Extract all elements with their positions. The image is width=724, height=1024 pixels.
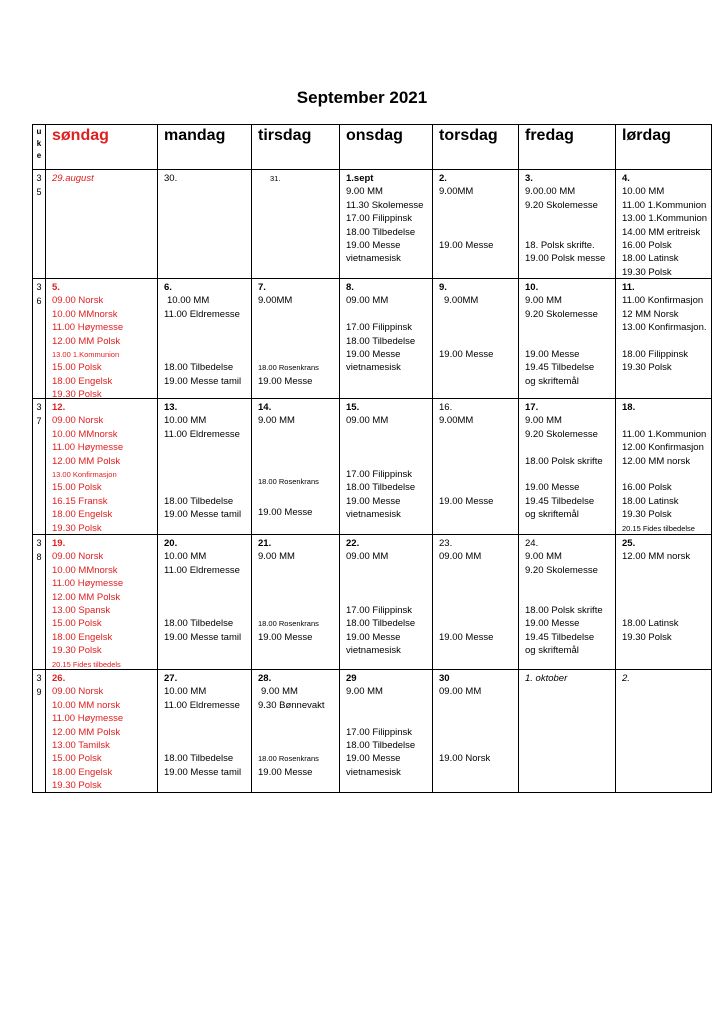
day-cell-monday [158, 670, 252, 793]
event-line: 18.00 Polsk skrifte [525, 605, 603, 616]
day-date: 14. [258, 402, 272, 413]
day-date: 4. [622, 173, 630, 184]
day-cell-wednesday [340, 279, 433, 399]
event-line: 9.00 MM [525, 551, 562, 563]
day-cell-saturday [616, 279, 712, 399]
event-line: 13.00 Tamilsk [52, 740, 110, 751]
week-number [33, 170, 46, 279]
event-line: 12.00 MM Polsk [52, 726, 121, 738]
event-line: og skriftemål [525, 509, 579, 521]
day-cell-sunday [46, 670, 158, 793]
day-date: 26. [52, 673, 66, 684]
event-line: 11.00 Eldremesse [164, 308, 240, 320]
event-line: 18.00 Polsk skrifte [525, 455, 603, 467]
event-line: 19.00 Messe [439, 349, 494, 360]
event-line: 19.30 Polsk [622, 266, 672, 278]
event-line: 19.00 Messe [346, 495, 401, 507]
event-line: 19.00 Messe tamil [164, 631, 242, 643]
event-line: 18.00 Rosenkrans [258, 363, 319, 373]
event-line: 19.30 Polsk [52, 780, 102, 792]
day-cell-monday [158, 170, 252, 279]
event-line: 11.00 Høymesse [52, 713, 124, 725]
event-line: 11.00 Eldremesse [164, 428, 240, 440]
event-line: 18.00 Tilbedelse [346, 482, 416, 494]
event-line: 17.00 Filippinsk [346, 213, 413, 225]
event-line: 19.30 Polsk [622, 362, 672, 374]
event-line: 12.00 MM Polsk [52, 591, 121, 603]
day-cell-monday [158, 279, 252, 399]
event-line: 9.00 MM [346, 186, 383, 198]
event-line: 19.00 Messe [258, 631, 313, 643]
day-date: 29 [346, 673, 357, 684]
day-cell-friday [519, 535, 616, 670]
event-line: 18.00 Tilbedelse [346, 618, 416, 630]
day-cell-thursday [433, 170, 519, 279]
calendar-table [32, 124, 712, 793]
day-header-thursday: torsdag [433, 125, 519, 170]
week-number-digit: 8 [36, 552, 42, 562]
day-date: 6. [164, 282, 172, 293]
day-date: 3. [525, 173, 533, 184]
day-date: 1.sept [346, 173, 374, 184]
event-line: 19.00 Messe [258, 766, 313, 778]
event-line: 19.00 Messe [346, 349, 401, 360]
event-line: 19.30 Polsk [622, 631, 672, 643]
event-line: 15.00 Polsk [52, 753, 102, 765]
day-cell-thursday [433, 670, 519, 793]
event-line: 18.00 Engelsk [52, 509, 113, 521]
day-cell-saturday [616, 535, 712, 670]
event-line: og skriftemål [525, 375, 579, 387]
event-line: 18.00 Tilbedelse [164, 362, 234, 374]
day-date: 31. [270, 174, 281, 183]
event-line: 18.00 Tilbedelse [164, 618, 234, 630]
event-line: 18.00 Latinsk [622, 618, 679, 630]
event-line: 12.00 MM Polsk [52, 455, 121, 467]
event-line: 11.00 Eldremesse [164, 699, 240, 711]
event-line: 18.00 Rosenkrans [258, 476, 319, 486]
day-date: 5. [52, 282, 60, 293]
day-cell-sunday [46, 279, 158, 399]
day-cell-friday [519, 399, 616, 535]
event-line: 16.00 Polsk [622, 482, 672, 494]
event-line: 19.00 Messe [346, 240, 401, 251]
day-header-sunday: søndag [46, 125, 158, 170]
day-cell-thursday [433, 279, 519, 399]
event-line: 19.00 Messe [346, 631, 401, 643]
event-line: 09.00 MM [346, 295, 389, 307]
event-line: 9.00 MM [261, 686, 298, 698]
event-line: 17.00 Filippinsk [346, 469, 413, 480]
day-date: 18. [622, 402, 636, 413]
week-number-digit: 3 [36, 282, 42, 292]
day-cell-tuesday [252, 170, 340, 279]
event-line: 09.00 MM [346, 551, 389, 563]
day-date: 24. [525, 538, 539, 549]
day-cell-friday [519, 279, 616, 399]
event-line: 19.00 Messe tamil [164, 766, 242, 778]
week-row [33, 170, 712, 279]
event-line: 12 MM Norsk [622, 308, 679, 320]
day-header-tuesday: tirsdag [252, 125, 340, 170]
day-date: 30 [439, 673, 450, 684]
event-line: 9.20 Skolemesse [525, 428, 598, 440]
event-line: 19.00 Messe [525, 482, 580, 494]
event-line: 19.00 Messe tamil [164, 375, 242, 387]
event-line: 19.45 Tilbedelse [525, 362, 595, 374]
week-number [33, 535, 46, 670]
event-line: 10.00 MMnorsk [52, 428, 118, 440]
event-line: 09.00 MM [346, 415, 389, 427]
event-line: vietnamesisk [346, 362, 401, 374]
event-line: 18.00 Filippinsk [622, 349, 689, 360]
event-line: 19.00 Messe [258, 506, 313, 518]
day-date: 19. [52, 538, 66, 549]
week-number-digit: 7 [36, 416, 42, 426]
day-cell-tuesday [252, 279, 340, 399]
event-line: 15.00 Polsk [52, 482, 102, 494]
day-cell-friday [519, 670, 616, 793]
event-line: 15.00 Polsk [52, 618, 102, 630]
event-line: 13.00 Konfirmasjon. [622, 322, 707, 334]
event-line: 18.00 Tilbedelse [346, 740, 416, 751]
event-line: 10.00 MM [164, 415, 207, 427]
event-line: 18.00 Rosenkrans [258, 754, 319, 764]
event-line: 9.00.00 MM [525, 186, 576, 198]
event-line: 19.00 Messe [439, 495, 494, 507]
day-cell-thursday [433, 399, 519, 535]
event-line: 13.00 Konfirmasjon [52, 470, 117, 479]
day-cell-monday [158, 399, 252, 535]
event-line: vietnamesisk [346, 766, 401, 778]
event-line: 9.00MM [439, 186, 474, 198]
day-date: 2. [622, 673, 630, 684]
event-line: 9.00 MM [525, 295, 562, 307]
event-line: 18.00 Engelsk [52, 766, 113, 778]
event-line: 19.45 Tilbedelse [525, 631, 595, 643]
event-line: 16.15 Fransk [52, 495, 108, 507]
event-line: 19.00 Messe tamil [164, 509, 242, 521]
header-row [33, 125, 712, 170]
event-line: 10.00 MMnorsk [52, 564, 118, 576]
event-line: 11.00 Eldremesse [164, 564, 240, 576]
day-date: 11. [622, 282, 635, 293]
day-cell-wednesday [340, 399, 433, 535]
day-date: 30. [164, 173, 178, 184]
event-line: 17.00 Filippinsk [346, 726, 413, 738]
week-number [33, 279, 46, 399]
event-line: 9.00 MM [525, 415, 562, 427]
week-number [33, 399, 46, 535]
event-line: 20.15 Fides tilbedels [52, 659, 121, 669]
event-line: 09.00 Norsk [52, 415, 104, 427]
event-line: 12.00 Konfirmasjon [622, 442, 704, 454]
event-line: 11.00 1.Kommunion [622, 428, 707, 440]
day-cell-saturday [616, 399, 712, 535]
event-line: 9.20 Skolemesse [525, 308, 598, 320]
event-line: 19.30 Polsk [52, 522, 102, 534]
day-cell-saturday [616, 670, 712, 793]
day-date: 1. oktober [525, 673, 568, 684]
event-line: 19.45 Tilbedelse [525, 495, 595, 507]
week-number-digit: 3 [36, 402, 42, 412]
day-header-friday: fredag [519, 125, 616, 170]
day-date: 13. [164, 402, 178, 413]
event-line: 19.30 Polsk [622, 509, 672, 521]
event-line: 18.00 Latinsk [622, 495, 679, 507]
event-line: 19.00 Messe [439, 240, 494, 251]
event-line: 19.00 Polsk messe [525, 253, 606, 265]
event-line: 18. Polsk skrifte. [525, 240, 595, 251]
day-date: 23. [439, 538, 453, 549]
day-date: 27. [164, 673, 178, 684]
week-number-digit: 3 [36, 673, 42, 683]
event-line: 18.00 Tilbedelse [346, 335, 416, 347]
event-line: 20.15 Fides tilbedelse [622, 523, 695, 533]
day-header-monday: mandag [158, 125, 252, 170]
event-line: vietnamesisk [346, 253, 401, 265]
week-number-digit: 3 [36, 538, 42, 548]
day-cell-monday [158, 535, 252, 670]
event-line: 19.30 Polsk [52, 389, 102, 401]
event-line: 12.00 MM norsk [622, 455, 691, 467]
week-row [33, 535, 712, 670]
event-line: 19.00 Messe [439, 631, 494, 643]
day-cell-sunday [46, 399, 158, 535]
day-date: 21. [258, 538, 272, 549]
event-line: 09.00 MM [439, 686, 482, 698]
day-date: 29.august [52, 173, 94, 184]
event-line: vietnamesisk [346, 509, 401, 521]
day-date: 22. [346, 538, 360, 549]
event-line: 16.00 Polsk [622, 240, 672, 251]
day-date: 7. [258, 282, 266, 293]
event-line: 13.00 1.Kommunion [52, 350, 120, 359]
week-row [33, 670, 712, 793]
event-line: 14.00 MM eritreisk [622, 226, 701, 238]
event-line: 11.30 Skolemesse [346, 199, 424, 211]
event-line: vietnamesisk [346, 645, 401, 657]
event-line: 9.00MM [439, 415, 474, 427]
week-header-letter: u [36, 127, 42, 136]
day-cell-sunday [46, 535, 158, 670]
event-line: 18.00 Engelsk [52, 631, 113, 643]
day-cell-saturday [616, 170, 712, 279]
event-line: 9.00MM [444, 295, 479, 307]
day-header-saturday: lørdag [616, 125, 712, 170]
day-date: 9. [439, 282, 447, 293]
day-header-wednesday: onsdag [340, 125, 433, 170]
day-date: 28. [258, 673, 272, 684]
event-line: 18.00 Tilbedelse [164, 753, 234, 765]
event-line: 19.00 Messe [258, 375, 313, 387]
event-line: 9.00 MM [346, 686, 383, 698]
event-line: 9.00 MM [258, 551, 295, 563]
event-line: 13.00 Spansk [52, 605, 111, 616]
event-line: 9.20 Skolemesse [525, 199, 598, 211]
event-line: 19.00 Messe [525, 349, 580, 360]
event-line: 9.20 Skolemesse [525, 564, 598, 576]
event-line: 9.00MM [258, 295, 293, 307]
event-line: 12.00 MM norsk [622, 551, 691, 563]
event-line: 9.00 MM [258, 415, 295, 427]
event-line: 18.00 Tilbedelse [346, 226, 416, 238]
event-line: 11.00 Høymesse [52, 442, 124, 454]
event-line: 12.00 MM Polsk [52, 335, 121, 347]
event-line: 11.00 Konfirmasjon [622, 295, 704, 307]
week-number-digit: 5 [36, 187, 42, 197]
day-cell-thursday [433, 535, 519, 670]
event-line: 10.00 MMnorsk [52, 308, 118, 320]
week-number-digit: 9 [36, 687, 42, 697]
event-line: 17.00 Filippinsk [346, 322, 413, 334]
day-date: 20. [164, 538, 178, 549]
event-line: 09.00 Norsk [52, 551, 104, 563]
day-date: 16. [439, 402, 453, 413]
event-line: 11.00 Høymesse [52, 578, 124, 590]
week-row [33, 399, 712, 535]
event-line: 09.00 Norsk [52, 686, 104, 698]
event-line: 10.00 MM norsk [52, 699, 121, 711]
page-title: September 2021 [296, 88, 428, 107]
event-line: 10.00 MM [167, 295, 210, 307]
day-cell-sunday [46, 170, 158, 279]
event-line: 19.00 Messe [525, 618, 580, 630]
event-line: 10.00 MM [164, 551, 207, 563]
day-cell-wednesday [340, 670, 433, 793]
event-line: 17.00 Filippinsk [346, 605, 413, 616]
event-line: 15.00 Polsk [52, 362, 102, 374]
day-date: 10. [525, 282, 539, 293]
event-line: og skriftemål [525, 645, 579, 657]
day-date: 25. [622, 538, 636, 549]
week-number [33, 670, 46, 793]
event-line: 18.00 Rosenkrans [258, 619, 319, 629]
week-header-letter: e [36, 151, 42, 160]
day-cell-wednesday [340, 535, 433, 670]
event-line: 10.00 MM [164, 686, 207, 698]
week-number-digit: 3 [36, 173, 42, 183]
week-header-letter: k [36, 139, 42, 148]
event-line: 09.00 MM [439, 551, 482, 563]
day-date: 12. [52, 402, 66, 413]
event-line: 9.30 Bønnevakt [258, 699, 325, 711]
day-cell-friday [519, 170, 616, 279]
event-line: 11.00 1.Kommunion [622, 199, 707, 211]
event-line: 18.00 Latinsk [622, 253, 679, 265]
day-date: 2. [439, 173, 447, 184]
event-line: 09.00 Norsk [52, 295, 104, 307]
event-line: 11.00 Høymesse [52, 322, 124, 334]
day-cell-tuesday [252, 670, 340, 793]
event-line: 19.00 Messe [346, 753, 401, 765]
event-line: 10.00 MM [622, 186, 665, 198]
event-line: 13.00 1.Kommunion [622, 213, 708, 225]
event-line: 19.30 Polsk [52, 645, 102, 657]
week-number-digit: 6 [36, 296, 42, 306]
week-row [33, 279, 712, 399]
day-cell-tuesday [252, 399, 340, 535]
day-cell-wednesday [340, 170, 433, 279]
week-header [33, 125, 46, 170]
day-date: 8. [346, 282, 354, 293]
event-line: 18.00 Tilbedelse [164, 495, 234, 507]
event-line: 18.00 Engelsk [52, 375, 113, 387]
day-date: 17. [525, 402, 539, 413]
day-cell-tuesday [252, 535, 340, 670]
day-date: 15. [346, 402, 360, 413]
event-line: 19.00 Norsk [439, 753, 491, 765]
